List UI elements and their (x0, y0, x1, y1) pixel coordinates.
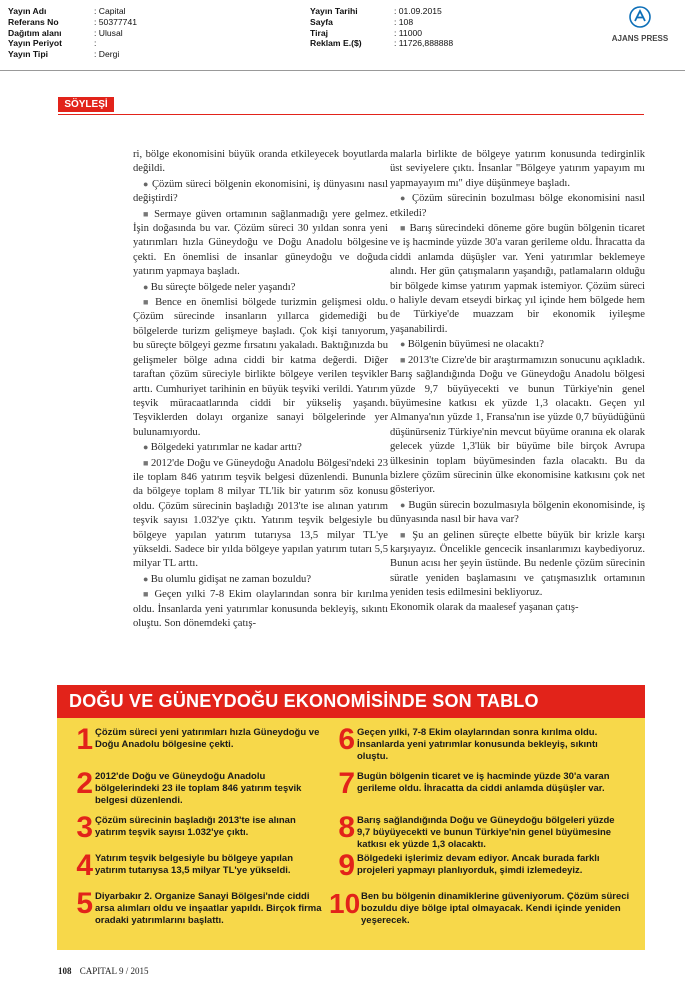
answer-paragraph: ■ Geçen yılki 7-8 Ekim olaylarından sonra bir kırılma oldu. İnsanlarda yeni yatırımlar konusunda bekleyiş, sıkıntı oluştu. Son dönemdeki çatış- (133, 587, 388, 631)
question-paragraph: ● Bu olumlu gidişat ne zaman bozuldu? (133, 572, 388, 587)
answer-paragraph: ■ Şu an gelinen süreçte elbette büyük bir krizle karşı karşıyayız. Öncelikle gencecik insanlarımızı kaybediyoruz. Bunun acısı her şeyin üstünde. Bu nedenle çözüm sürecinin süratle yeniden başlamasını ve çatışmasızlık ortamının yeniden tesis edilmesini bekliyoruz. (390, 528, 645, 601)
meta-value: : 50377741 (94, 16, 138, 27)
summary-item-number: 6 (338, 723, 355, 756)
summary-item-number: 8 (338, 811, 355, 844)
summary-item-number: 2 (76, 767, 93, 800)
meta-key: Referans No (8, 16, 59, 27)
meta-value: : (94, 38, 97, 49)
meta-value: : 11726,888888 (394, 38, 454, 49)
meta-key: Reklam E.($) (310, 38, 362, 49)
summary-item-text: Bölgedeki işlerimiz devam ediyor. Ancak burada farklı projeleri yapmayı planlıyorduk, şimdi izlemedeyiz. (357, 853, 600, 877)
answer-paragraph: ■ Sermaye güven ortamının sağlanmadığı yere gelmez. İşin doğasında bu var. Çözüm süreci 30 yıldan sonra yeni yatırımları hızla Güneydoğu ve Doğu Anadolu bölgesine çekti. En önemlisi de insanlar güneydoğu ve doğuda yatırım yapmaya başladı. (133, 207, 388, 280)
summary-item-number: 1 (76, 723, 93, 756)
summary-item-text: Ben bu bölgenin dinamiklerine güveniyorum. Çözüm süreci bozuldu diye bölge iptal olmayacak. Kendi içinde yeniden yeşerecek. (361, 891, 630, 927)
meta-row (8, 17, 137, 28)
meta-left-block (8, 6, 137, 60)
ajans-press-logo-icon (629, 6, 651, 28)
summary-item-number: 3 (76, 811, 93, 844)
meta-value: : Ulusal (94, 27, 123, 38)
question-paragraph: ● Çözüm sürecinin bozulması bölge ekonomisini nasıl etkiledi? (390, 191, 645, 221)
publication-issue: CAPITAL 9 / 2015 (79, 966, 149, 976)
page-footer (58, 966, 148, 976)
meta-right-block (310, 6, 453, 49)
meta-row (8, 28, 137, 39)
summary-item-number: 4 (76, 849, 93, 882)
meta-row (310, 28, 453, 39)
meta-key: Yayın Periyot (8, 38, 62, 49)
header-divider (0, 70, 685, 71)
meta-value: : Capital (94, 6, 126, 16)
summary-box (57, 685, 645, 950)
answer-paragraph: ■ Bence en önemlisi bölgede turizmin gelişmesi oldu. Çözüm sürecinde insanların yıllarca gidemediği bu bölgelerde turizm gelişmeye başladı. Çok kişi tanıyorum, bu süreçte bölgeyi gezme fırsatını yakaladı. Baktığınızda bu gelişmeler bölge adına ciddi bir katma değerdi. Diğer taraftan çözüm süreciyle birlikte bölgeye verilen teşvikler arttı. Cumhuriyet tarihinin en büyük teşviki verildi. Yatırım teşvik müracaatlarında ciddi bir yükseliş yaşandı. Teşviklerden dolayı organize sanayi bölgelerinde yer bulunamıyordu. (133, 295, 388, 440)
meta-value: : 11000 (394, 27, 423, 38)
question-paragraph: ● Çözüm süreci bölgenin ekonomisini, iş dünyasını nasıl değiştirdi? (133, 177, 388, 207)
body-paragraph: Ekonomik olarak da maalesef yaşanan çatış- (390, 601, 579, 613)
summary-item-number: 7 (338, 767, 355, 800)
meta-value: : Dergi (94, 49, 120, 60)
meta-key: Sayfa (310, 16, 333, 27)
meta-row (8, 6, 137, 17)
answer-paragraph: ■ Barış sürecindeki döneme göre bugün bölgenin ticaret ve iş hacminde yüzde 30'a varan gerileme oldu. İhracatta da ciddi anlamda düşüşler var. Yeni yatırımlar beklemeye alındı. Her gün çatışmaların yaşandığı, patlamaların olduğu bir bölgede kimse yatırım yapmak istemiyor. Çözüm süreci o haliyle devam etseydi birkaç yıl içinde hem bölgede hem de Türkiye'de muazzam bir ekonomik iyileşme yaşanabilirdi. (390, 221, 645, 337)
ajans-press-logo (600, 6, 680, 43)
summary-item-text: Çözüm süreci yeni yatırımları hızla Güneydoğu ve Doğu Anadolu bölgesine çekti. (95, 727, 320, 751)
question-paragraph: ● Bölgedeki yatırımlar ne kadar arttı? (133, 440, 388, 455)
summary-item-text: Yatırım teşvik belgesiyle bu bölgeye yapılan yatırım tutarıysa 13,5 milyar TL'ye yükseldi. (95, 853, 293, 877)
meta-row (310, 6, 453, 17)
meta-key: Tiraj (310, 27, 328, 38)
body-paragraph: malarla birlikte de bölgeye yatırım konusunda tedirginlik üst seviyelere çıktı. İnsanlar "Bölgeye yatırım yapayım mı yapmayayım mı" diye düşünmeye başladı. (390, 149, 645, 189)
question-paragraph: ● Bölgenin büyümesi ne olacaktı? (390, 337, 645, 352)
body-paragraph: ri, bölge ekonomisini büyük oranda etkileyecek boyutlarda değildi. (133, 149, 388, 175)
summary-item-number: 10 (329, 888, 361, 919)
summary-box-title: DOĞU VE GÜNEYDOĞU EKONOMİSİNDE SON TABLO (57, 685, 645, 718)
summary-item-text: Diyarbakır 2. Organize Sanayi Bölgesi'nde ciddi arsa alımları oldu ve inşaatlar yapıldı. Birçok firma oradaki yatırımlarını başlattı. (95, 891, 322, 927)
summary-item-number: 9 (338, 849, 355, 882)
section-rule (58, 114, 644, 115)
summary-item-text: Çözüm sürecinin başladığı 2013'te ise alınan yatırım teşvik sayısı 1.032'ye çıktı. (95, 815, 296, 839)
question-paragraph: ● Bu süreçte bölgede neler yaşandı? (133, 280, 388, 295)
meta-key: Yayın Adı (8, 6, 47, 16)
meta-row (8, 49, 137, 60)
meta-key: Dağıtım alanı (8, 27, 62, 38)
summary-item-text: Bugün bölgenin ticaret ve iş hacminde yüzde 30'a varan gerileme oldu. İhracatta da ciddi anlamda düşüşler var. (357, 771, 610, 795)
meta-value: : 108 (394, 16, 414, 27)
answer-paragraph: ■ 2012'de Doğu ve Güneydoğu Anadolu Bölgesi'ndeki 23 ile toplam 846 yatırım teşvik belgesi düzenlendi. Bununla da bölgeye toplam 8 milyar TL'lik bir yatırım söz konusu oldu. Çözüm sürecinin başladığı 2013'te ise alınan yatırım teşvik sayısı 1.032'ye çıktı. Yatırım teşvik belgesiyle bu bölgeye yapılan yatırım tutarıysa 13,5 milyar TL'ye yükseldi. Sadece bir yılda bölgeye yapılan yatırım tutarı 5,5 milyar TL arttı. (133, 456, 388, 572)
meta-key: Yayın Tipi (8, 49, 48, 60)
page-number: 108 (58, 966, 72, 976)
article-column-right (390, 148, 645, 615)
meta-row (8, 38, 137, 49)
summary-item-text: Geçen yılki, 7-8 Ekim olaylarından sonra kırılma oldu. İnsanlarda yeni yatırımlar konusunda bekleyiş, sıkıntı oluştu. (357, 727, 598, 763)
summary-item-number: 5 (76, 887, 93, 920)
question-paragraph: ● Bugün sürecin bozulmasıyla bölgenin ekonomisinde, iş dünyasında nasıl bir hava var? (390, 498, 645, 528)
meta-key: Yayın Tarihi (310, 6, 358, 16)
meta-row (310, 38, 453, 49)
answer-paragraph: ■ 2013'te Cizre'de bir araştırmamızın sonucunu açıkladık. Barış sağlandığında Doğu ve Güneydoğu Anadolu bölgesi yüzde 9,7 büyüyecekti ve bunun Türkiye'nin genel büyümesine katkısı ek yüzde 1,3 olacaktı. Geçen yıl Almanya'nın yüzde 1, Fransa'nın ise yüzde 0,7 büyüdüğünü düşünürseniz Türkiye'nin mevcut büyüme oranına ek olarak gelecek yüzde 1,3'lük bir büyüme bile birçok Avrupa ülkesinin toplam büyümesinden fazla olacaktı. Bu da bizlere çözüm sürecinin ülke ekonomisine katkısını çok net gösteriyor. (390, 353, 645, 498)
meta-value: : 01.09.2015 (394, 6, 442, 16)
summary-item-text: Barış sağlandığında Doğu ve Güneydoğu bölgeleri yüzde 9,7 büyüyecekti ve bunun Türkiye'nin genel büyümesine katkısı ek yüzde 1,3 olacaktı. (357, 815, 615, 851)
article-column-left (133, 148, 388, 631)
summary-item-text: 2012'de Doğu ve Güneydoğu Anadolu bölgelerindeki 23 ile toplam 846 yatırım teşvik belgesi düzenlendi. (95, 771, 302, 807)
logo-name: AJANS PRESS (611, 34, 669, 43)
meta-row (310, 17, 453, 28)
section-tag: SÖYLEŞİ (58, 97, 114, 112)
